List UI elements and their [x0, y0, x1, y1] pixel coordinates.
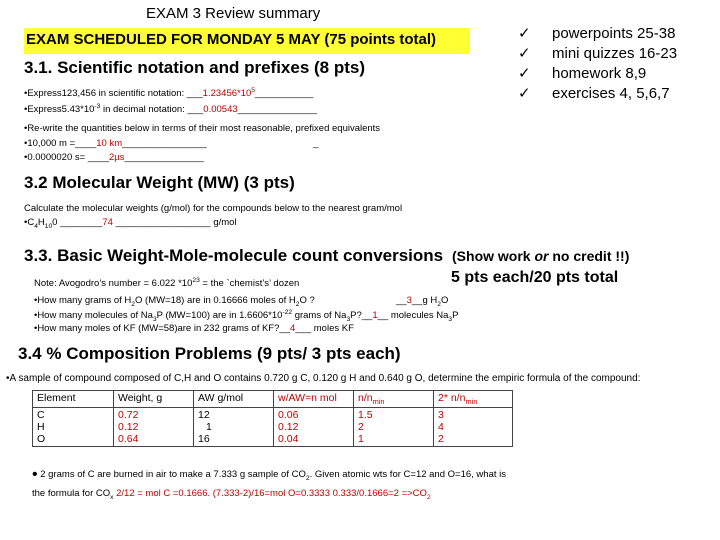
- s31-line-3: •Re-write the quantities below in terms of their most reasonable, prefixed equivalents: [24, 123, 381, 134]
- s31-line-1: •Express123,456 in scientific notation: $\_\_\_1.23456*10^5\_\_\_\_\_\_\_\_\_\_\_$: [24, 87, 314, 100]
- check-icon: ✓: [518, 85, 531, 102]
- table-header: AW g/mol: [194, 391, 274, 408]
- table-header: w/AW=n mol: [274, 391, 354, 408]
- points-note: 5 pts each/20 pts total: [451, 269, 619, 286]
- answer: 10 km: [96, 138, 123, 149]
- s33-question-1: •How many grams of $H_2O$ (MW=18) are in 0.16666 moles of $H_2O$ ?: [34, 295, 315, 308]
- s33-answer-1: __3__g $H_2O$: [396, 295, 449, 308]
- checklist-item: ✓ homework 8,9: [518, 65, 647, 82]
- s34-note-line-2: the formula for $CO_x$ 2/12 = mol C =0.1666. (7.333-2)/16=mol O=0.3333 $0.333/0.1666=2 =>CO_2$: [32, 488, 431, 501]
- s33-question-2: •How many molecules of $Na_3P$ (MW=100) are in $1.6606*10^{-22}$ grams of $Na_3P?\_\_1\_\_$ molecules $Na_3P$: [34, 309, 459, 324]
- page-title: EXAM 3 Review summary: [146, 5, 321, 22]
- s31-line-5: •0.0000020 s= ____2µs_______________: [24, 152, 204, 163]
- section-3-1-heading: 3.1. Scientific notation and prefixes (8 pts): [24, 58, 366, 77]
- answer: 2/12 = mol C =0.1666. (7.333-2)/16=mol O=0.3333 0.333/0.1666=2 =>CO: [113, 488, 427, 499]
- answer: 3: [406, 295, 412, 306]
- s32-line-1: Calculate the molecular weights (g/mol) for the compounds below to the nearest gram/mol: [24, 203, 403, 214]
- check-icon: ✓: [518, 25, 531, 42]
- table-header-row: [33, 391, 513, 408]
- answer: 1: [372, 310, 378, 322]
- topic-checklist: [518, 24, 677, 104]
- avogadro-note: Note: Avogodro’s number = 6.022 $*10^{23}$ = the `chemist’s’ dozen: [34, 277, 300, 290]
- table-header: Weight, g: [114, 391, 194, 408]
- check-icon: ✓: [518, 65, 531, 82]
- table-row: C H O 0.72 0.12 0.64 12 1 16 0.06 0.12 0.04 1.5 2 1 3 4 2: [33, 408, 513, 447]
- section-3-4-heading: 3.4 % Composition Problems (9 pts/ 3 pts each): [18, 344, 401, 363]
- section-3-3-heading: 3.3. Basic Weight-Mole-molecule count conversions (Show work or no credit !!): [24, 246, 630, 265]
- table-header: Element: [33, 391, 114, 408]
- checklist-item: ✓ exercises 4, 5,6,7: [518, 85, 670, 102]
- table-header: 2* $n/n_{min}$: [434, 391, 513, 408]
- checklist-item: ✓ powerpoints 25-38: [518, 25, 676, 42]
- checklist-item: ✓ mini quizzes 16-23: [518, 45, 678, 62]
- check-icon: ✓: [518, 45, 531, 62]
- s34-intro: •A sample of compound composed of C,H and O contains 0.720 g C, 0.120 g H and 0.640 g O, determine the empiric formula of the compound:: [6, 373, 641, 384]
- composition-table: [32, 390, 513, 447]
- s31-line-4-tail: _: [313, 138, 319, 149]
- answer: 74: [102, 217, 113, 228]
- answer: 2µs: [108, 152, 125, 163]
- s31-line-2: $•Express5.43*10^{-3}$ in decimal notation: ___0.00543_______________: [24, 103, 317, 116]
- exam-banner: [24, 28, 470, 54]
- section-3-2-heading: 3.2 Molecular Weight (MW) (3 pts): [24, 173, 295, 192]
- exam-banner-text: EXAM SCHEDULED FOR MONDAY 5 MAY (75 points total): [26, 31, 437, 48]
- s32-line-2: $•C_4H_{10}0$ ________74 __________________ g/mol: [24, 217, 237, 230]
- answer: 1.23456*10: [202, 88, 252, 100]
- answer: 0.00543: [203, 104, 238, 116]
- table-header: $n/n_{min}$: [354, 391, 434, 408]
- answer: 4: [289, 323, 296, 334]
- s34-note-line-1: • 2 grams of C are burned in air to make a 7.333 g sample of $CO_2$. Given atomic wts for C=12 and O=16, what is: [32, 466, 506, 483]
- s31-line-4: •10,000 m =____10 km________________: [24, 138, 207, 149]
- s33-question-3: •How many moles of KF (MW=58)are in 232 grams of KF?__4___ moles KF: [34, 323, 354, 334]
